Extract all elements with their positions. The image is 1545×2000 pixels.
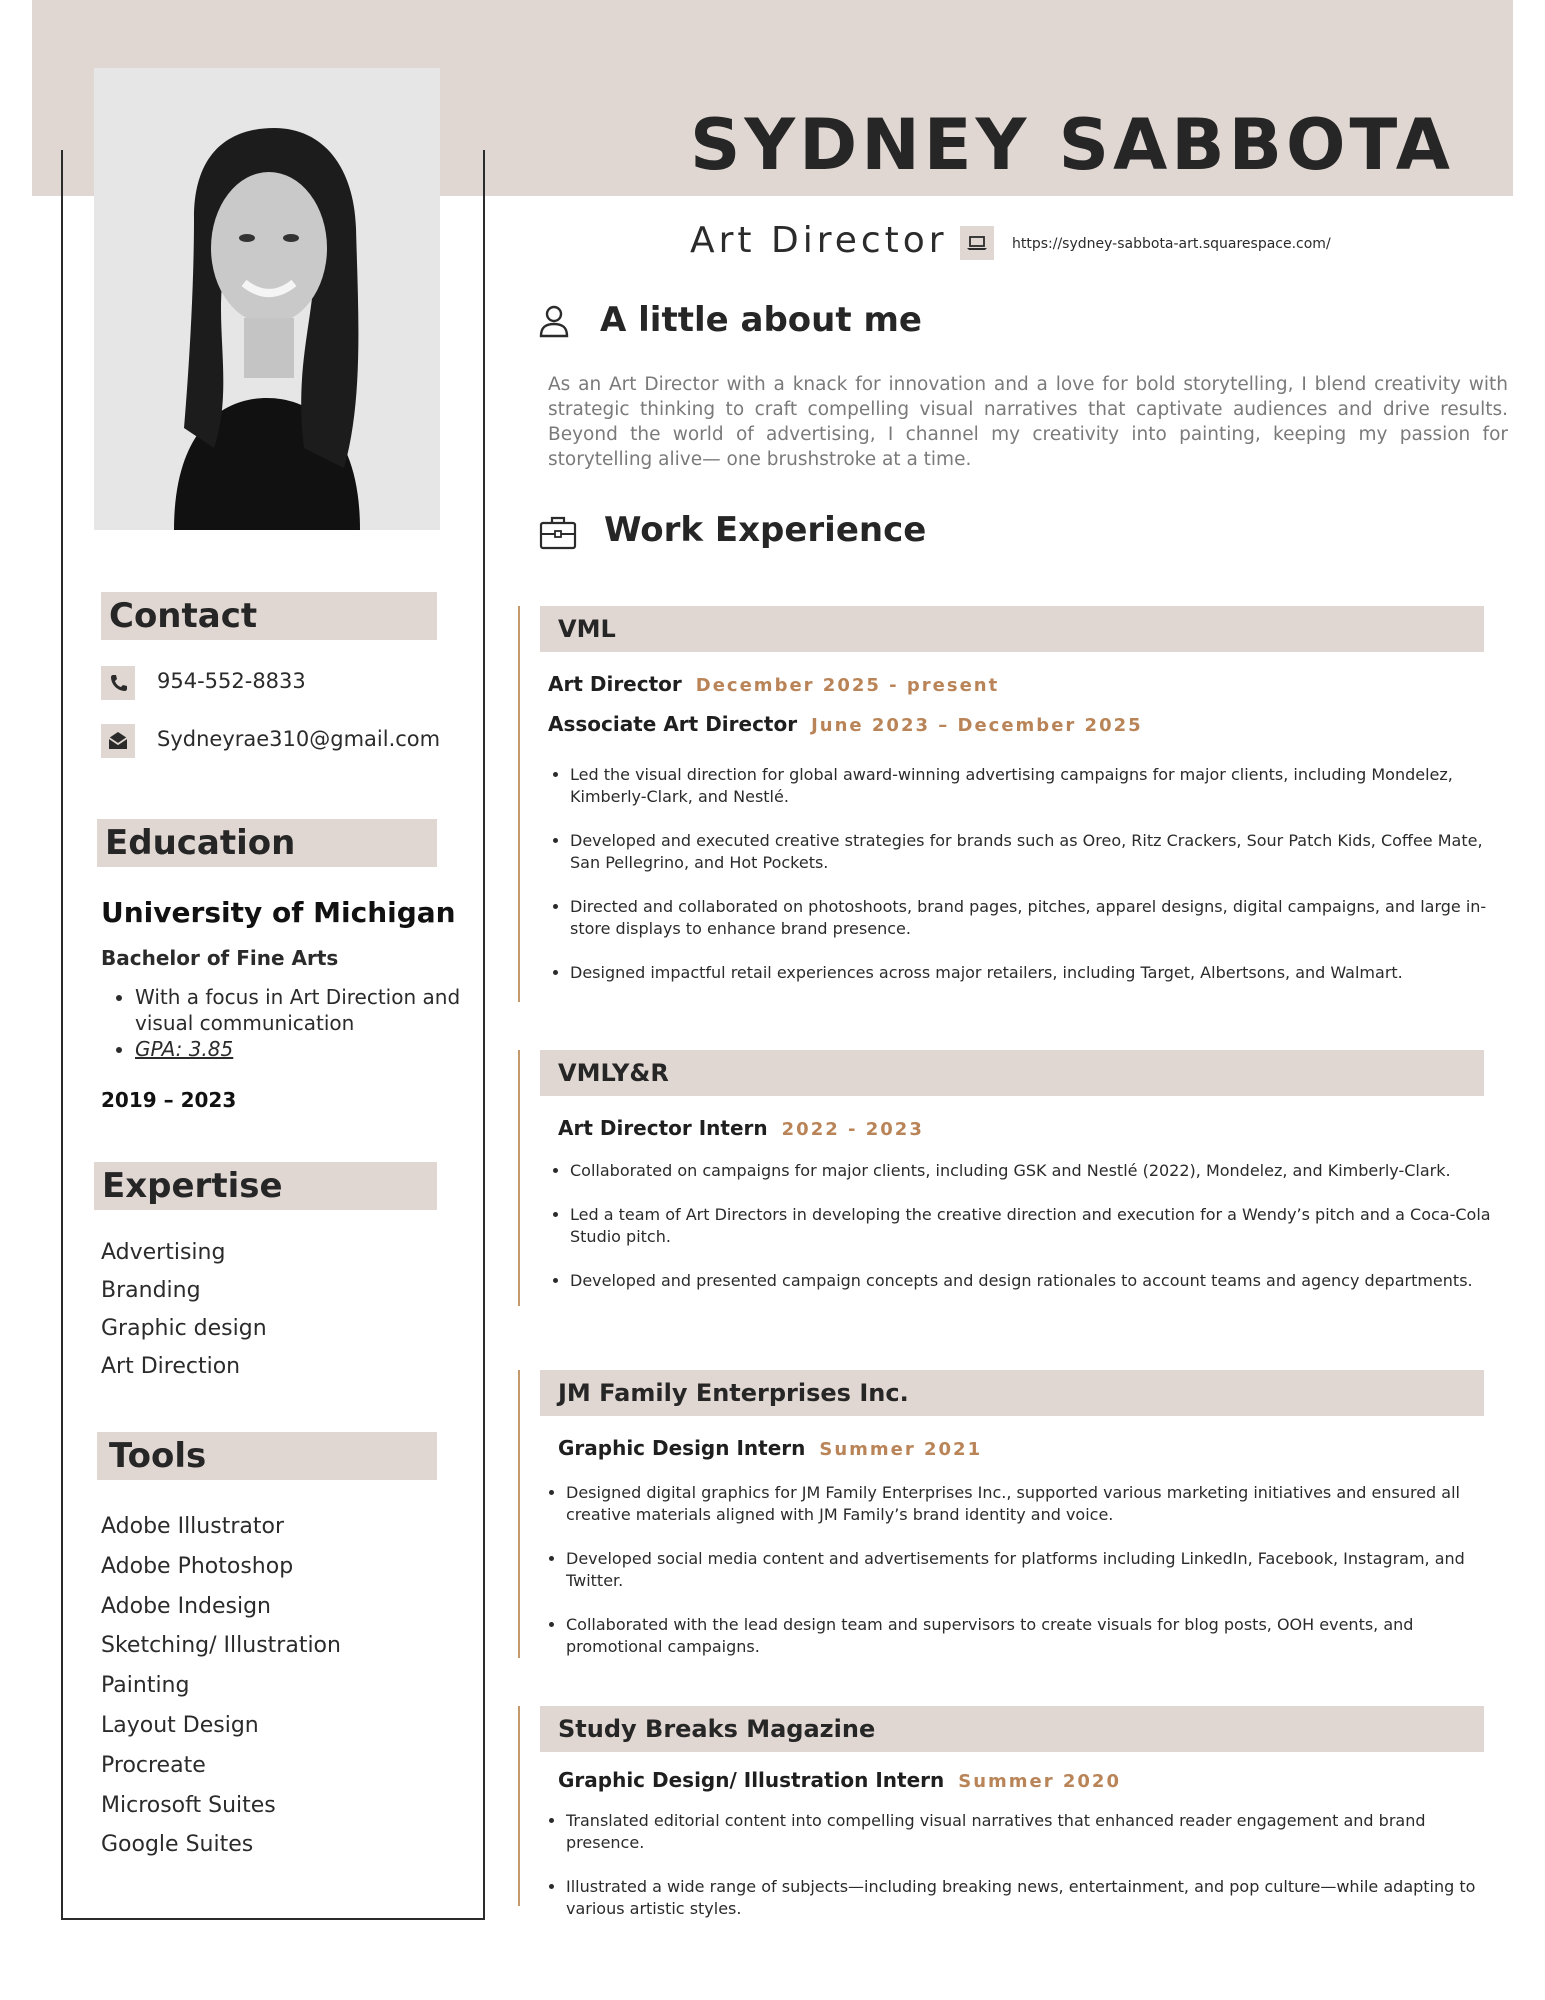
- education-school: University of Michigan: [101, 896, 456, 929]
- list-item: Painting: [101, 1673, 190, 1699]
- job-date: June 2023 – December 2025: [811, 715, 1143, 736]
- list-item: • Designed digital graphics for JM Family Enterprises Inc., supported various marketing initiatives and ensured all creative materials aligned with JM Family’s brand identity and voice.: [566, 1482, 1506, 1526]
- job-date: Summer 2021: [819, 1439, 983, 1460]
- candidate-name: SYDNEY SABBOTA: [690, 104, 1454, 186]
- company-name: VML: [540, 606, 1484, 652]
- list-item: • Led the visual direction for global award-winning advertising campaigns for major clients, including Mondelez, Kimberly-Clark, and Nestlé.: [570, 764, 1505, 808]
- job-title: Art Director Intern: [558, 1116, 768, 1140]
- list-item: • Developed and executed creative strategies for brands such as Oreo, Ritz Crackers, Sour Patch Kids, Coffee Mate, San Pellegrino, and Hot Pockets.: [570, 830, 1505, 874]
- education-degree: Bachelor of Fine Arts: [101, 946, 339, 970]
- list-item: Advertising: [101, 1240, 226, 1265]
- education-focus: • With a focus in Art Direction and visual communication: [135, 984, 465, 1036]
- timeline-rule: [518, 606, 520, 1002]
- about-title: A little about me: [600, 300, 922, 340]
- job-bullets: [550, 1160, 1505, 1314]
- list-item: • Led a team of Art Directors in developing the creative direction and execution for a Wendy’s pitch and a Coca-Cola Studio pitch.: [570, 1204, 1505, 1248]
- company-name: JM Family Enterprises Inc.: [540, 1370, 1484, 1416]
- list-item: • Directed and collaborated on photoshoots, brand pages, pitches, apparel designs, digital campaigns, and large in-store displays to enhance brand presence.: [570, 896, 1505, 940]
- list-item: Adobe Photoshop: [101, 1553, 294, 1579]
- person-icon: [534, 302, 574, 346]
- job-date: December 2025 - present: [695, 675, 1000, 696]
- list-item: • Collaborated with the lead design team and supervisors to create visuals for blog posts, OOH events, and promotional campaigns.: [566, 1614, 1506, 1658]
- phone-number[interactable]: 954-552-8833: [157, 669, 306, 693]
- expertise-list: [101, 1234, 267, 1386]
- expertise-heading: Expertise: [94, 1162, 437, 1210]
- list-item: Adobe Illustrator: [101, 1514, 284, 1539]
- job-role-line: [558, 1768, 1121, 1792]
- briefcase-icon: [538, 512, 578, 556]
- profile-photo: [94, 68, 440, 530]
- list-item: Microsoft Suites: [101, 1792, 276, 1818]
- list-item: Sketching/ Illustration: [101, 1633, 341, 1659]
- job-role-line: [548, 672, 999, 696]
- list-item: Layout Design: [101, 1712, 259, 1738]
- job-bullets: [546, 1482, 1506, 1680]
- job-date: 2022 - 2023: [781, 1119, 924, 1140]
- list-item: Graphic design: [101, 1316, 267, 1341]
- timeline-rule: [518, 1706, 520, 1906]
- phone-icon: [101, 666, 135, 700]
- list-item: • Designed impactful retail experiences across major retailers, including Target, Albertsons, and Walmart.: [570, 962, 1505, 984]
- list-item: • Developed and presented campaign concepts and design rationales to account teams and agency departments.: [570, 1270, 1505, 1292]
- education-gpa: • GPA: 3.85: [135, 1036, 465, 1062]
- job-bullets: [546, 1810, 1506, 1942]
- list-item: • Developed social media content and advertisements for platforms including LinkedIn, Facebook, Instagram, and Twitter.: [566, 1548, 1506, 1592]
- list-item: Branding: [101, 1278, 201, 1303]
- job-role-line: [558, 1436, 982, 1460]
- list-item: Procreate: [101, 1752, 206, 1778]
- tools-list: [101, 1507, 341, 1865]
- job-title: Graphic Design/ Illustration Intern: [558, 1768, 945, 1792]
- job-bullets: [550, 764, 1505, 1006]
- job-title: Art Director: [548, 672, 682, 696]
- company-name: Study Breaks Magazine: [540, 1706, 1484, 1752]
- job-title: Associate Art Director: [548, 712, 798, 736]
- job-date: Summer 2020: [958, 1771, 1121, 1792]
- candidate-role: Art Director: [690, 220, 948, 261]
- email-address[interactable]: Sydneyrae310@gmail.com: [157, 727, 441, 751]
- education-heading: Education: [97, 819, 437, 867]
- timeline-rule: [518, 1370, 520, 1658]
- list-item: Adobe Indesign: [101, 1593, 271, 1619]
- work-title: Work Experience: [604, 510, 927, 550]
- education-details: [101, 984, 465, 1062]
- list-item: Art Direction: [101, 1354, 241, 1379]
- job-role-line: [548, 712, 1143, 736]
- timeline-rule: [518, 1050, 520, 1306]
- contact-heading: Contact: [101, 592, 437, 640]
- list-item: Google Suites: [101, 1832, 254, 1858]
- company-name: VMLY&R: [540, 1050, 1484, 1096]
- list-item: • Translated editorial content into compelling visual narratives that enhanced reader engagement and brand presence.: [566, 1810, 1506, 1854]
- education-years: 2019 – 2023: [101, 1088, 237, 1112]
- portfolio-link[interactable]: https://sydney-sabbota-art.squarespace.com/: [1012, 236, 1331, 252]
- list-item: • Collaborated on campaigns for major clients, including GSK and Nestlé (2022), Mondelez, and Kimberly-Clark.: [570, 1160, 1505, 1182]
- tools-heading: Tools: [97, 1432, 437, 1480]
- envelope-icon: [101, 724, 135, 758]
- job-title: Graphic Design Intern: [558, 1436, 806, 1460]
- about-text: As an Art Director with a knack for innovation and a love for bold storytelling, I blend creativity with strategic thinking to craft compelling visual narratives that captivate audiences and drive results. Beyond the world of advertising, I channel my creativity into painting, keeping my passion for storytelling alive— one brushstroke at a time.: [548, 374, 1508, 470]
- list-item: • Illustrated a wide range of subjects—including breaking news, entertainment, and pop culture—while adapting to various artistic styles.: [566, 1876, 1506, 1920]
- laptop-icon: [960, 226, 994, 260]
- job-role-line: [558, 1116, 924, 1140]
